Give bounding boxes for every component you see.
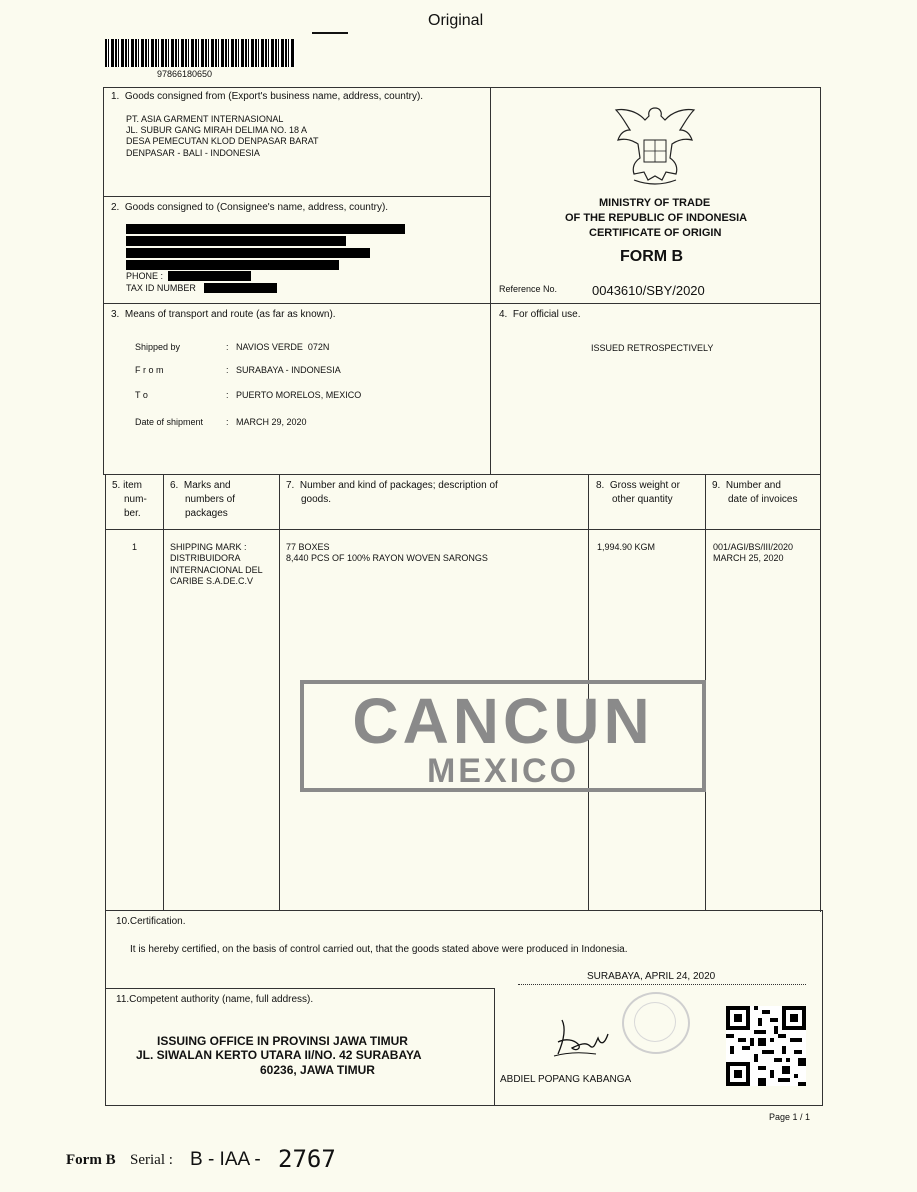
redaction-bar xyxy=(168,271,251,281)
transport-value: : MARCH 29, 2020 xyxy=(226,417,307,427)
box4-title: 4. For official use. xyxy=(499,309,581,320)
official-use-value: ISSUED RETROSPECTIVELY xyxy=(591,343,714,353)
form-label: Form B xyxy=(66,1152,116,1168)
phone-label: PHONE : xyxy=(126,271,164,281)
garuda-emblem-icon xyxy=(612,100,698,190)
page-number: Page 1 / 1 xyxy=(769,1112,811,1122)
header-item: ber. xyxy=(124,508,141,519)
invoice-date: MARCH 25, 2020 xyxy=(713,553,784,563)
stamp-city: CANCUN xyxy=(352,685,654,757)
signature-icon xyxy=(552,1016,612,1062)
barcode-number: 97866180650 xyxy=(157,69,213,79)
serial-number: 2767 xyxy=(278,1145,336,1173)
header-marks: numbers of xyxy=(185,494,236,505)
authority-line: JL. SIWALAN KERTO UTARA II/NO. 42 SURABAYA xyxy=(136,1048,422,1062)
header-marks: 6. Marks and xyxy=(170,480,231,491)
marks-line: INTERNACIONAL DEL xyxy=(170,565,263,575)
signatory-name: ABDIEL POPANG KABANGA xyxy=(500,1074,632,1085)
stamp-country: MEXICO xyxy=(426,752,580,790)
original-label: Original xyxy=(428,12,484,29)
transport-value: : SURABAYA - INDONESIA xyxy=(226,365,341,375)
ministry-line: MINISTRY OF TRADE xyxy=(599,197,711,209)
redaction-bar xyxy=(126,260,339,270)
header-invoice: date of invoices xyxy=(728,494,798,505)
republic-line: OF THE REPUBLIC OF INDONESIA xyxy=(565,212,748,224)
header-item: 5. item xyxy=(112,480,143,491)
authority-line: 60236, JAWA TIMUR xyxy=(260,1063,375,1077)
exporter-address-3: DENPASAR - BALI - INDONESIA xyxy=(126,148,260,158)
gross-weight: 1,994.90 KGM xyxy=(597,542,656,552)
redaction-bar xyxy=(126,248,370,258)
header-item: num- xyxy=(124,494,147,505)
box10-title: 10.Certification. xyxy=(116,916,186,927)
description-line: 77 BOXES xyxy=(286,542,330,552)
reference-label: Reference No. xyxy=(499,284,558,294)
box3-title: 3. Means of transport and route (as far as known). xyxy=(111,309,336,320)
transport-label: T o xyxy=(135,390,148,400)
invoice-number: 001/AGI/BS/III/2020 xyxy=(713,542,794,552)
qr-code-icon xyxy=(726,1006,806,1086)
dotted-line xyxy=(518,984,806,985)
place-date: SURABAYA, APRIL 24, 2020 xyxy=(587,971,716,982)
destination-stamp xyxy=(300,680,706,792)
exporter-address-1: JL. SUBUR GANG MIRAH DELIMA NO. 18 A xyxy=(126,125,308,135)
header-description: 7. Number and kind of packages; description of xyxy=(286,480,498,491)
header-invoice: 9. Number and xyxy=(712,480,781,491)
transport-label: Date of shipment xyxy=(135,417,204,427)
marks-line: SHIPPING MARK : xyxy=(170,542,247,552)
exporter-name: PT. ASIA GARMENT INTERNASIONAL xyxy=(126,114,284,124)
transport-label: Shipped by xyxy=(135,342,181,352)
tax-id-label: TAX ID NUMBER xyxy=(126,283,196,293)
authority-line: ISSUING OFFICE IN PROVINSI JAWA TIMUR xyxy=(157,1034,408,1048)
header-weight: 8. Gross weight or xyxy=(596,480,680,491)
redaction-bar xyxy=(126,236,346,246)
certification-text: It is hereby certified, on the basis of control carried out, that the goods stated above were produced in Indonesia. xyxy=(130,944,628,955)
exporter-address-2: DESA PEMECUTAN KLOD DENPASAR BARAT xyxy=(126,136,319,146)
redaction-bar xyxy=(204,283,277,293)
serial-prefix: B - IAA - xyxy=(190,1149,261,1170)
certificate-line: CERTIFICATE OF ORIGIN xyxy=(589,227,722,239)
header-description: goods. xyxy=(301,494,332,505)
form-title: FORM B xyxy=(620,248,684,265)
redaction-bar xyxy=(126,224,405,234)
header-marks: packages xyxy=(185,508,228,519)
box11-title: 11.Competent authority (name, full address). xyxy=(116,994,314,1005)
serial-label: Serial : xyxy=(130,1152,173,1168)
transport-value: : PUERTO MORELOS, MEXICO xyxy=(226,390,362,400)
pen-mark xyxy=(312,32,348,34)
transport-label: F r o m xyxy=(135,365,164,375)
description-line: 8,440 PCS OF 100% RAYON WOVEN SARONGS xyxy=(286,553,488,563)
transport-value: : NAVIOS VERDE 072N xyxy=(226,342,330,352)
reference-number: 0043610/SBY/2020 xyxy=(592,283,705,298)
header-weight: other quantity xyxy=(612,494,673,505)
barcode xyxy=(105,39,295,67)
item-number: 1 xyxy=(132,542,138,552)
box2-title: 2. Goods consigned to (Consignee's name, address, country). xyxy=(111,202,389,213)
marks-line: CARIBE S.A.DE.C.V xyxy=(170,576,254,586)
marks-line: DISTRIBUIDORA xyxy=(170,553,241,563)
official-seal-icon xyxy=(622,992,690,1054)
box1-title: 1. Goods consigned from (Export's business name, address, country). xyxy=(111,91,424,102)
